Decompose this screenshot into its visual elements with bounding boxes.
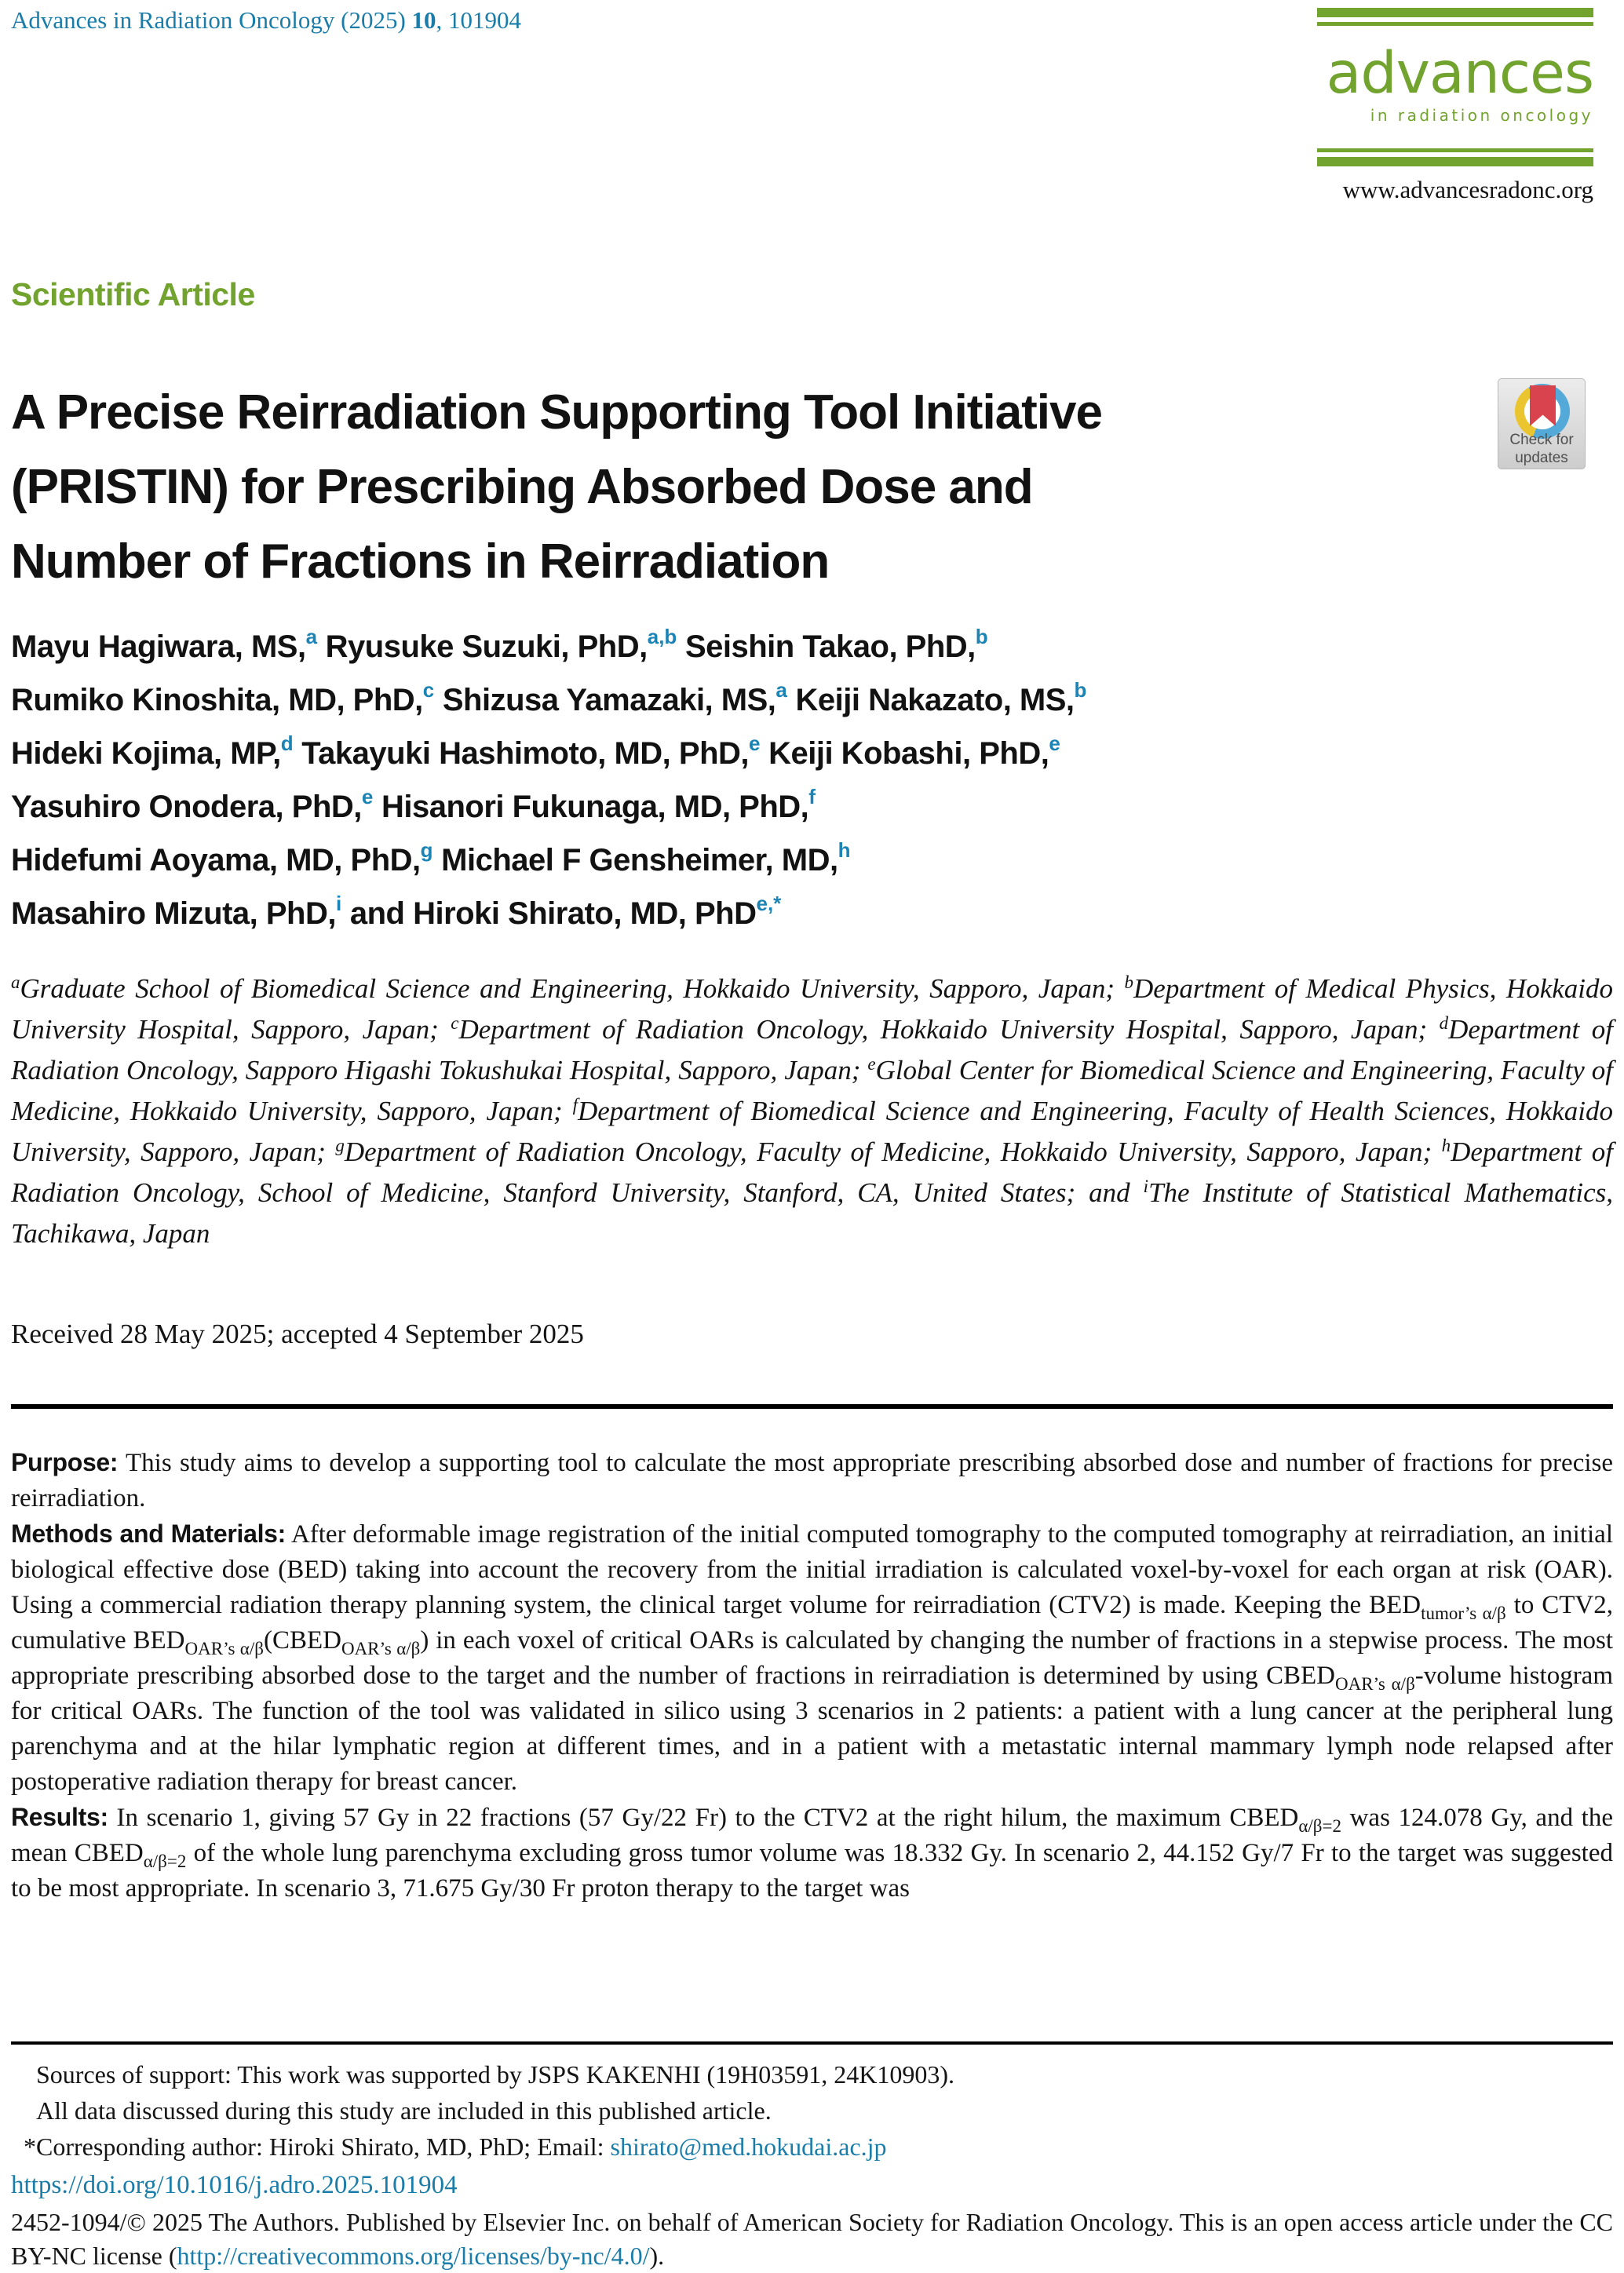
superscript: a — [776, 678, 787, 702]
journal-reference-suffix: , 101904 — [436, 6, 522, 34]
subscript: OAR’s α/β — [341, 1639, 421, 1658]
corresponding-author-text: *Corresponding author: Hiroki Shirato, MD, PhD; Email: — [24, 2133, 611, 2161]
check-for-updates-label-line1: Check for — [1509, 432, 1574, 448]
abstract-paragraph: Results: In scenario 1, giving 57 Gy in 22 fractions (57 Gy/22 Fr) to the CTV2 at the right hilum, the maximum $CBED_{\alpha/\beta=2}$ was 124.078 Gy, and the mean $CBED_{\alpha/\beta=2}$ of the whole lung parenchyma excluding gross tumor volume was 18.332 Gy. In scenario 2, 44.152 Gy/7 Fr to the target was suggested to be most appropriate. In scenario 3, 71.675 Gy/30 Fr proton therapy to the target was — [11, 1803, 1613, 1903]
logo-rule-bottom-thin — [1317, 148, 1593, 152]
superscript: f — [572, 1095, 578, 1115]
article-title — [11, 375, 1487, 599]
superscript: e — [1049, 732, 1060, 755]
superscript: g — [335, 1136, 345, 1155]
superscript: e — [361, 785, 374, 808]
author-line: Hideki Kojima, MP,$^d$ Takayuki Hashimoto, MD, PhD,$^e$ Keiji Kobashi, PhD,$^e$ — [11, 732, 1060, 771]
subscript: α/β=2 — [143, 1852, 187, 1871]
check-for-updates-label-line2: updates — [1515, 450, 1568, 466]
superscript: e — [749, 732, 761, 755]
superscript: h — [1441, 1136, 1451, 1155]
advances-wordmark: advances — [1326, 40, 1593, 107]
superscript: d — [280, 732, 294, 755]
subscript: tumor’s α/β — [1421, 1604, 1506, 1623]
author-block — [11, 622, 1518, 942]
footnote-support: Sources of support: This work was supported by JSPS KAKENHI (19H03591, 24K10903). — [36, 2060, 955, 2089]
logo-rule-top-thin — [1317, 22, 1593, 26]
advances-tagline: in radiation oncology — [1370, 106, 1593, 125]
author-line: Yasuhiro Onodera, PhD,$^e$ Hisanori Fukunaga, MD, PhD,$^f$ — [11, 785, 816, 824]
abstract-section-label: Purpose: — [11, 1448, 119, 1476]
check-for-updates-label — [1498, 431, 1585, 467]
doi-link[interactable]: https://doi.org/10.1016/j.adro.2025.101904 — [11, 2171, 458, 2199]
title-line-2: (PRISTIN) for Prescribing Absorbed Dose and — [11, 460, 1033, 514]
superscript: i — [1143, 1177, 1149, 1196]
superscript: f — [808, 785, 816, 808]
copyright-text-after: ). — [649, 2242, 665, 2270]
superscript: a — [305, 625, 318, 648]
subscript: OAR’s α/β — [1334, 1674, 1415, 1694]
journal-reference-prefix: Advances in Radiation Oncology (2025) — [11, 6, 412, 34]
author-line: Masahiro Mizuta, PhD,$^i$ and Hiroki Shirato, MD, PhD$^{e,*}$ — [11, 892, 782, 931]
copyright-line — [11, 2206, 1613, 2273]
abstract-section-label: Methods and Materials: — [11, 1520, 286, 1548]
journal-website-link[interactable]: www.advancesradonc.org — [1342, 176, 1593, 203]
affiliations: $^a$Graduate School of Biomedical Science and Engineering, Hokkaido University, Sapporo, Japan; $^b$Department of Medical Physics, Hokkaido University Hospital, Sapporo, Japan; $^c$Department of Radiation Oncology, Hokkaido University Hospital, Sapporo, Japan; $^d$Department of Radiation Oncology, Sapporo Higashi Tokushukai Hospital, Sapporo, Japan; $^e$Global Center for Biomedical Science and Engineering, Faculty of Medicine, Hokkaido University, Sapporo, Japan; $^f$Department of Biomedical Science and Engineering, Faculty of Health Sciences, Hokkaido University, Sapporo, Japan; $^g$Department of Radiation Oncology, Faculty of Medicine, Hokkaido University, Sapporo, Japan; $^h$Department of Radiation Oncology, School of Medicine, Stanford University, Stanford, CA, United States; and $^i$The Institute of Statistical Mathematics, Tachikawa, Japan — [11, 972, 1614, 1249]
superscript: a — [11, 972, 20, 992]
superscript: c — [451, 1013, 459, 1033]
corresponding-email-link[interactable]: shirato@med.hokudai.ac.jp — [610, 2133, 887, 2161]
abstract-section-label: Results: — [11, 1803, 108, 1831]
abstract — [11, 1445, 1613, 1906]
article-type-label: Scientific Article — [11, 276, 255, 312]
author-line: Hidefumi Aoyama, MD, PhD,$^g$ Michael F Gensheimer, MD,$^h$ — [11, 838, 851, 877]
logo-rule-top-thick — [1317, 8, 1593, 17]
superscript: g — [420, 838, 433, 862]
author-line: Rumiko Kinoshita, MD, PhD,$^c$ Shizusa Yamazaki, MS,$^a$ Keiji Nakazato, MS,$^b$ — [11, 678, 1087, 717]
journal-volume: 10 — [411, 6, 436, 34]
abstract-paragraph: Purpose: This study aims to develop a supporting tool to calculate the most appropriate prescribing absorbed dose and number of fractions for precise reirradiation. — [11, 1448, 1613, 1512]
abstract-paragraph: Methods and Materials: After deformable image registration of the initial computed tomography to the computed tomography at reirradiation, an initial biological effective dose (BED) taking into account the recovery from the initial irradiation is calculated voxel-by-voxel for each organ at risk (OAR). Using a commercial radiation therapy planning system, the clinical target volume for reirradiation (CTV2) is made. Keeping the $BED_{tumor’s \alpha/\beta}$ to CTV2, cumulative $BED_{OAR’s \alpha/\beta}(CBED_{OAR’s \alpha/\beta})$ in each voxel of critical OARs is calculated by changing the number of fractions in a stepwise process. The most appropriate prescribing absorbed dose to the target and the number of fractions in reirradiation is determined by using $CBED_{OAR’s \alpha/\beta}$-volume histogram for critical OARs. The function of the tool was validated in silico using 3 scenarios in 2 patients: a patient with a lung cancer at the peripheral lung parenchyma and at the hilar lymphatic region at different times, and in a patient with a metastatic internal mammary lymph node relapsed after postoperative radiation therapy for breast cancer. — [11, 1520, 1614, 1796]
footnote-corresponding — [11, 2129, 1613, 2165]
subscript: OAR’s α/β — [184, 1639, 264, 1658]
superscript: d — [1439, 1013, 1449, 1033]
title-line-1: A Precise Reirradiation Supporting Tool Initiative — [11, 385, 1102, 440]
footnote-data-availability: All data discussed during this study are included in this published article. — [36, 2096, 772, 2125]
superscript: b — [975, 625, 988, 648]
footnotes — [11, 2056, 1613, 2165]
author-line: Mayu Hagiwara, MS,$^a$ Ryusuke Suzuki, PhD,$^{a,b}$ Seishin Takao, PhD,$^b$ — [11, 625, 988, 664]
superscript: b — [1124, 972, 1134, 992]
title-line-3: Number of Fractions in Reirradiation — [11, 535, 830, 589]
copyright-text: 2452-1094/© 2025 The Authors. Published by Elsevier Inc. on behalf of American Society for Radiation Oncology. This is an open access article under the CC BY-NC license ( — [11, 2208, 1613, 2270]
superscript: b — [1074, 678, 1087, 702]
superscript: e — [867, 1054, 876, 1074]
journal-logo — [1317, 8, 1593, 204]
logo-rules-bottom — [1317, 148, 1593, 166]
received-dates: Received 28 May 2025; accepted 4 September 2025 — [11, 1319, 584, 1349]
superscript: h — [838, 838, 851, 862]
journal-reference — [11, 6, 521, 35]
superscript: c — [422, 678, 435, 702]
subscript: α/β=2 — [1298, 1816, 1341, 1836]
check-for-updates-badge[interactable] — [1498, 378, 1586, 469]
header-divider — [11, 1404, 1613, 1409]
superscript: a,b — [647, 625, 677, 648]
superscript: i — [336, 892, 342, 915]
footnote-divider — [11, 2041, 1613, 2045]
superscript: e,* — [756, 892, 782, 915]
logo-rule-bottom-thick — [1317, 157, 1593, 166]
cc-license-link[interactable]: http://creativecommons.org/licenses/by-nc/4.0/ — [177, 2242, 650, 2270]
